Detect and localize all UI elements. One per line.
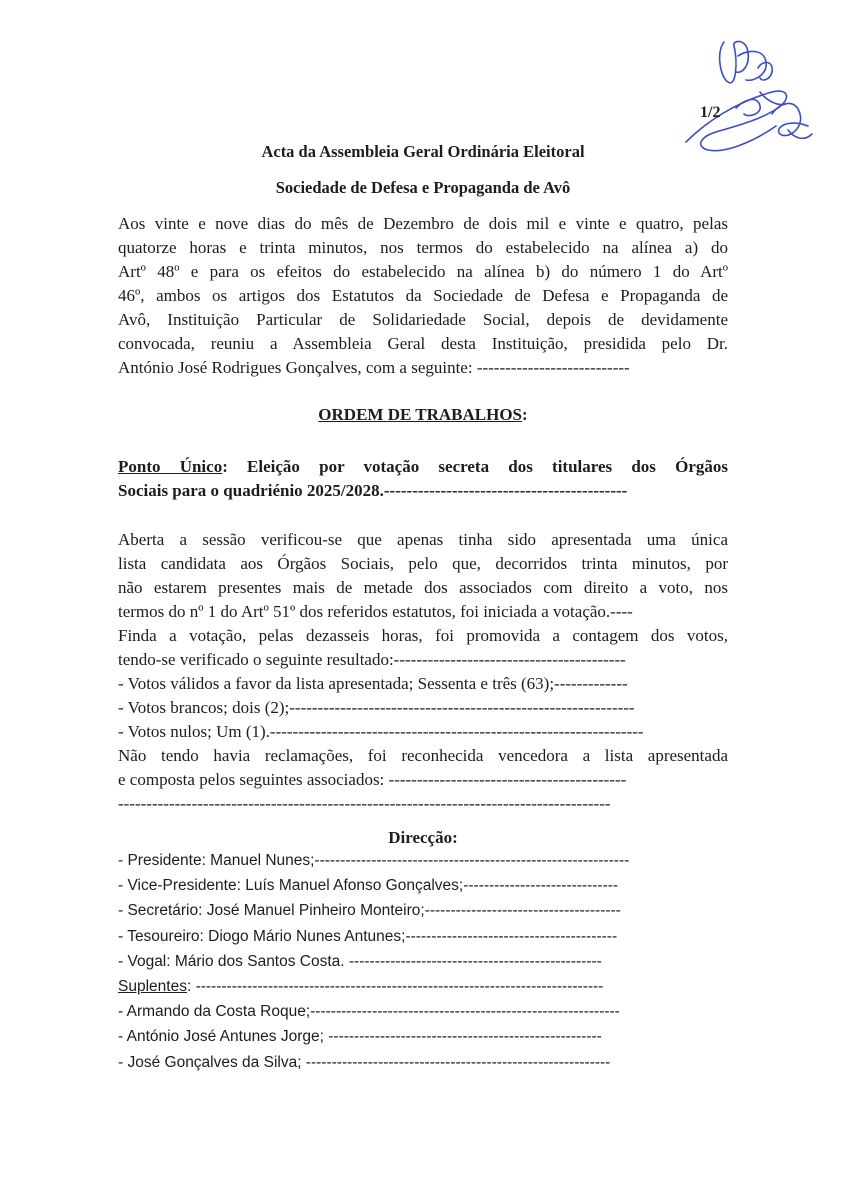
intro-line: António José Rodrigues Gonçalves, com a seguinte: --------------------------- <box>118 358 630 377</box>
member-line: - Secretário: José Manuel Pinheiro Monteiro;-------------------------------------- <box>118 902 621 920</box>
suplentes-label: Suplentes <box>118 978 187 996</box>
direccao-list <box>118 848 728 1075</box>
agenda-heading <box>118 405 728 425</box>
member-line: - Vogal: Mário dos Santos Costa. ------------------------------------------------- <box>118 952 602 970</box>
document-subtitle: Sociedade de Defesa e Propaganda de Avô <box>275 178 571 197</box>
member-line: - Vice-Presidente: Luís Manuel Afonso Gonçalves;------------------------------ <box>118 877 619 895</box>
voting-paragraph <box>118 528 728 816</box>
intro-line: Artº 48º e para os efeitos do estabelecido na alínea b) do número 1 do Artº <box>118 262 728 281</box>
suplente-line: - António José Antunes Jorge; ----------------------------------------------------- <box>118 1028 602 1046</box>
agenda-item-text: : Eleição por votação secreta dos titulares dos Órgãos <box>222 457 728 476</box>
suplente-line: - José Gonçalves da Silva; ----------------------------------------------------------- <box>118 1053 611 1071</box>
voting-line: Finda a votação, pelas dezasseis horas, foi promovida a contagem dos votos, <box>118 626 728 645</box>
document-title: Acta da Assembleia Geral Ordinária Eleitoral <box>261 142 585 161</box>
intro-line: convocada, reuniu a Assembleia Geral desta Instituição, presidida pelo Dr. <box>118 334 728 353</box>
intro-paragraph <box>118 212 728 380</box>
member-line: - Tesoureiro: Diogo Mário Nunes Antunes;----------------------------------------- <box>118 927 618 945</box>
voting-line: e composta pelos seguintes associados: ------------------------------------------ <box>118 770 627 789</box>
voting-line: - Votos nulos; Um (1).------------------------------------------------------------------ <box>118 722 644 741</box>
suplente-line: - Armando da Costa Roque;------------------------------------------------------------ <box>118 1003 620 1021</box>
voting-line: não estarem presentes mais de metade dos associados com direito a voto, nos <box>118 578 728 597</box>
voting-line: termos do nº 1 do Artº 51º dos referidos estatutos, foi iniciada a votação.---- <box>118 602 633 621</box>
voting-line: - Votos brancos; dois (2);------------------------------------------------------------- <box>118 698 635 717</box>
member-line: - Presidente: Manuel Nunes;------------------------------------------------------------- <box>118 852 630 869</box>
agenda-item <box>118 455 728 503</box>
voting-line: Aberta a sessão verificou-se que apenas tinha sido apresentada uma única <box>118 530 728 549</box>
intro-line: Aos vinte e nove dias do mês de Dezembro de dois mil e vinte e quatro, pelas <box>118 214 728 233</box>
intro-line: Avô, Instituição Particular de Solidariedade Social, depois de devidamente <box>118 310 728 329</box>
agenda-heading-text: ORDEM DE TRABALHOS <box>318 405 523 424</box>
voting-line: tendo-se verificado o seguinte resultado:----------------------------------------- <box>118 650 626 669</box>
voting-line: --------------------------------------------------------------------------------------- <box>118 794 611 813</box>
page-number: 1/2 <box>700 104 721 121</box>
voting-line: lista candidata aos Órgãos Sociais, pelo que, decorridos trinta minutos, por <box>118 554 728 573</box>
intro-line: 46º, ambos os artigos dos Estatutos da Sociedade de Defesa e Propaganda de <box>118 286 728 305</box>
voting-line: Não tendo havia reclamações, foi reconhecida vencedora a lista apresentada <box>118 746 728 765</box>
agenda-item-line: Sociais para o quadriénio 2025/2028.------------------------------------------- <box>118 481 628 500</box>
suplentes-heading <box>118 974 728 999</box>
voting-line: - Votos válidos a favor da lista apresentada; Sessenta e três (63);------------- <box>118 674 628 693</box>
agenda-heading-suffix: : <box>522 405 528 424</box>
intro-line: quatorze horas e trinta minutos, nos termos do estabelecido na alínea a) do <box>118 238 728 257</box>
direccao-heading: Direcção: <box>388 828 458 847</box>
suplentes-suffix: : ------------------------------------------------------------------------------- <box>186 978 604 996</box>
agenda-item-label: Ponto Único <box>118 457 223 476</box>
agenda-item-line <box>118 455 728 479</box>
